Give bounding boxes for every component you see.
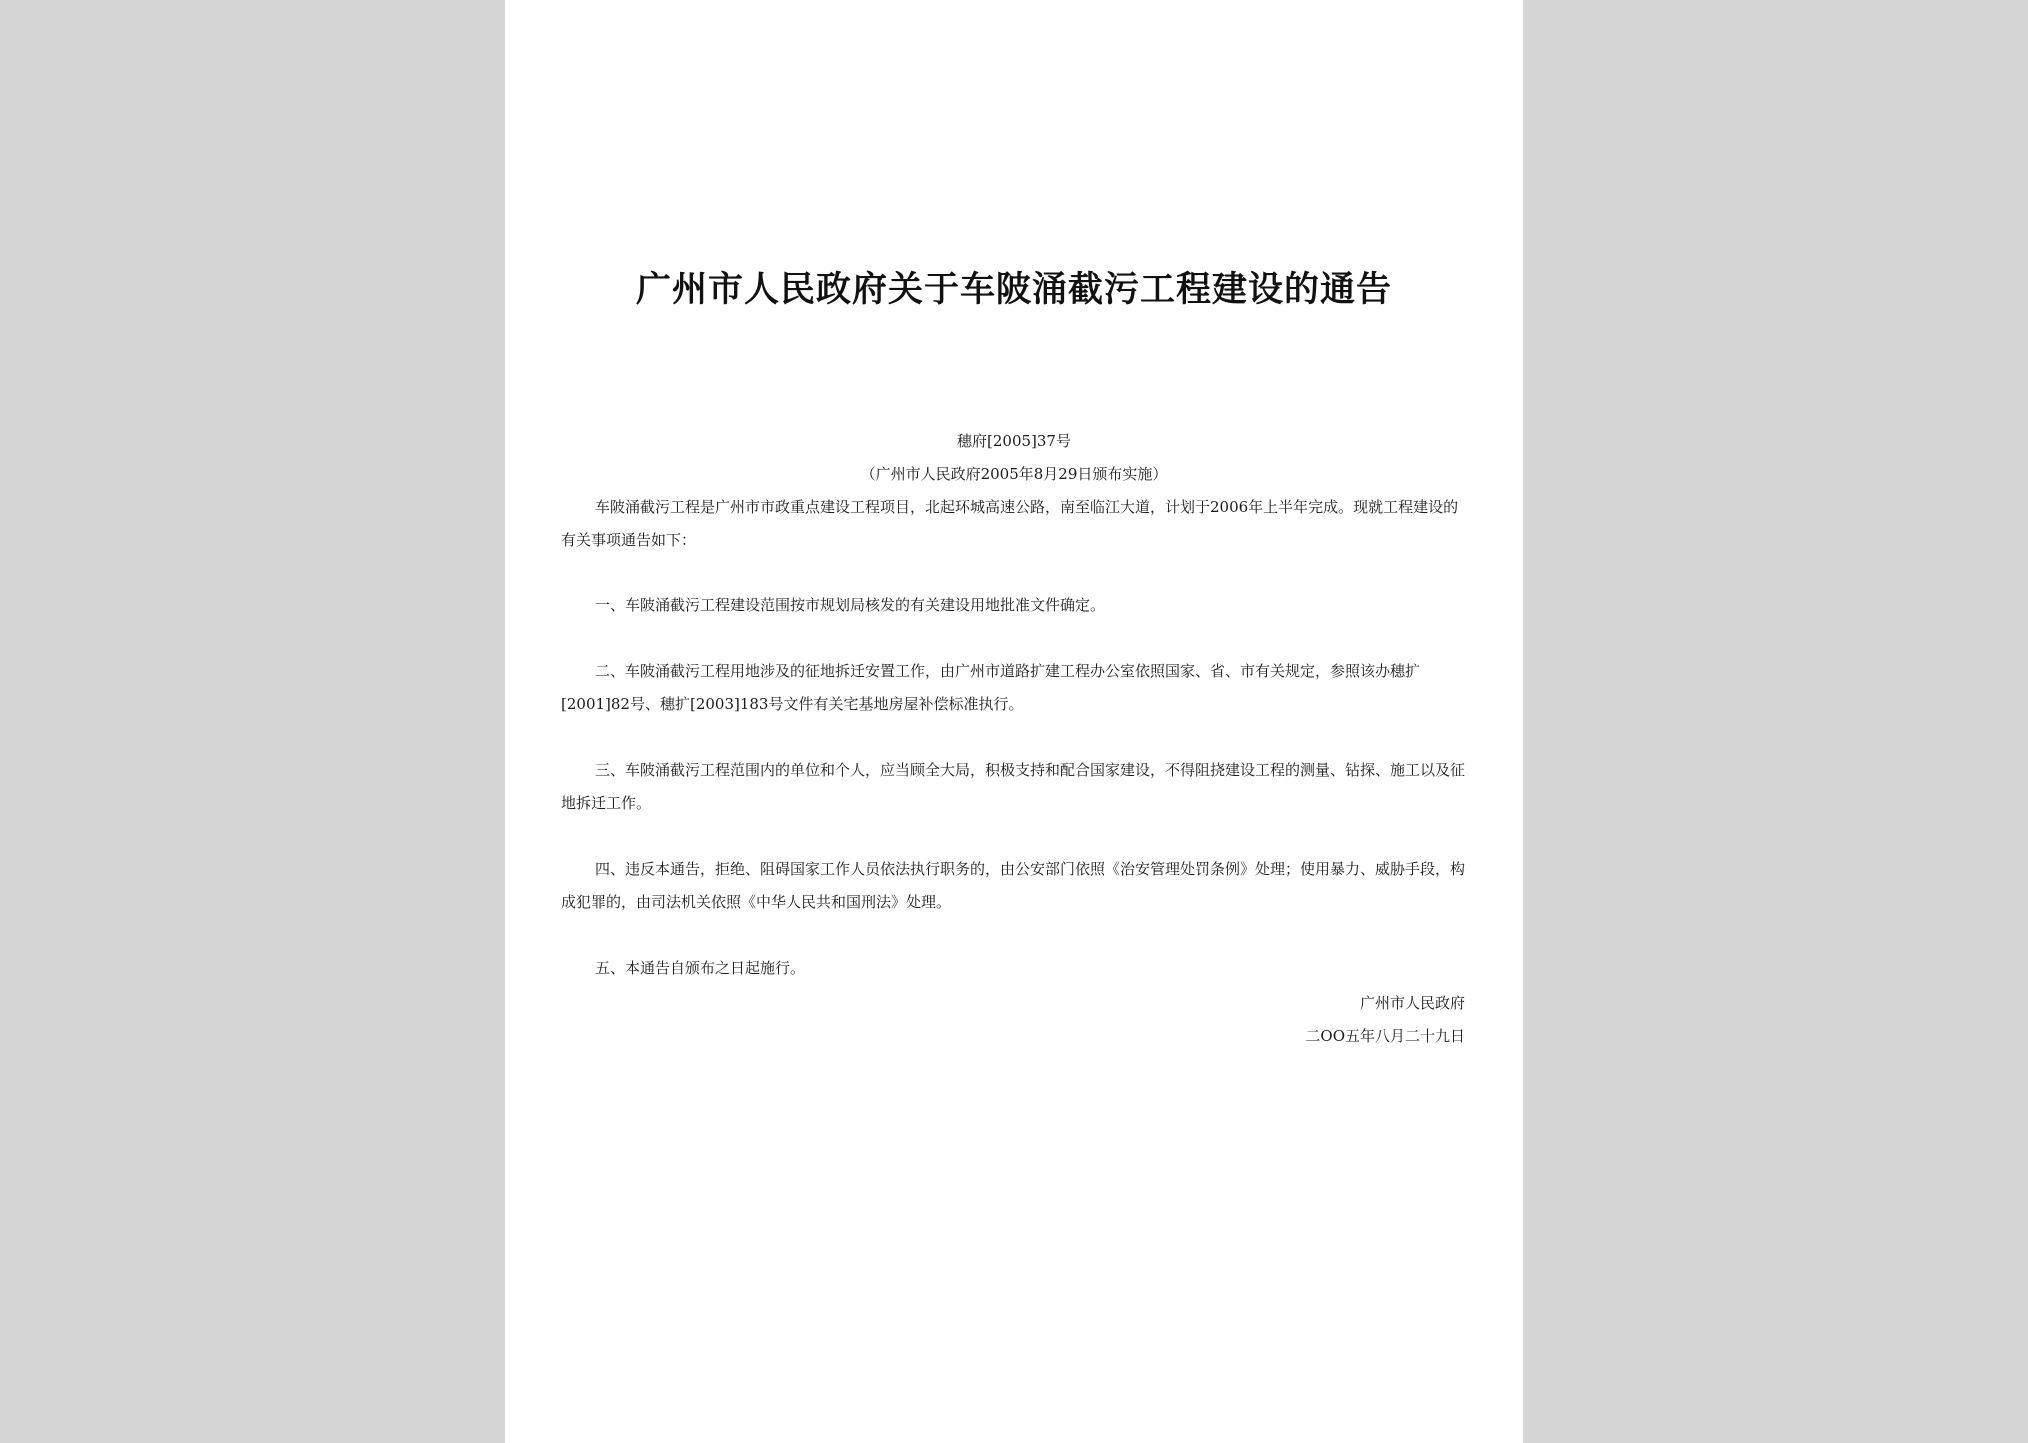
clause-four: 四、违反本通告，拒绝、阻碍国家工作人员依法执行职务的，由公安部门依照《治安管理处罚条例》处理；使用暴力、威胁手段，构成犯罪的，由司法机关依照《中华人民共和国刑法》处理。 xyxy=(561,860,1466,911)
intro-paragraph: 车陂涌截污工程是广州市市政重点建设工程项目，北起环城高速公路，南至临江大道，计划于2006年上半年完成。现就工程建设的有关事项通告如下： xyxy=(561,498,1459,549)
clause-three: 三、车陂涌截污工程范围内的单位和个人，应当顾全大局，积极支持和配合国家建设，不得阻挠建设工程的测量、钻探、施工以及征地拆迁工作。 xyxy=(561,761,1466,812)
signature-issuer: 广州市人民政府 xyxy=(1359,994,1465,1012)
clause-two: 二、车陂涌截污工程用地涉及的征地拆迁安置工作，由广州市道路扩建工程办公室依照国家、省、市有关规定，参照该办穗扩[2001]82号、穗扩[2003]183号文件有关宅基地房屋补偿标准执行。 xyxy=(561,662,1421,713)
issued-note: （广州市人民政府2005年8月29日颁布实施） xyxy=(860,465,1168,483)
clause-five: 五、本通告自颁布之日起施行。 xyxy=(595,959,806,977)
signature-date: 二OO五年八月二十九日 xyxy=(1305,1027,1465,1045)
document-number: 穗府[2005]37号 xyxy=(957,432,1071,450)
clause-one: 一、车陂涌截污工程建设范围按市规划局核发的有关建设用地批准文件确定。 xyxy=(595,596,1106,614)
document-page xyxy=(505,0,1523,1443)
document-title: 广州市人民政府关于车陂涌截污工程建设的通告 xyxy=(635,270,1392,310)
